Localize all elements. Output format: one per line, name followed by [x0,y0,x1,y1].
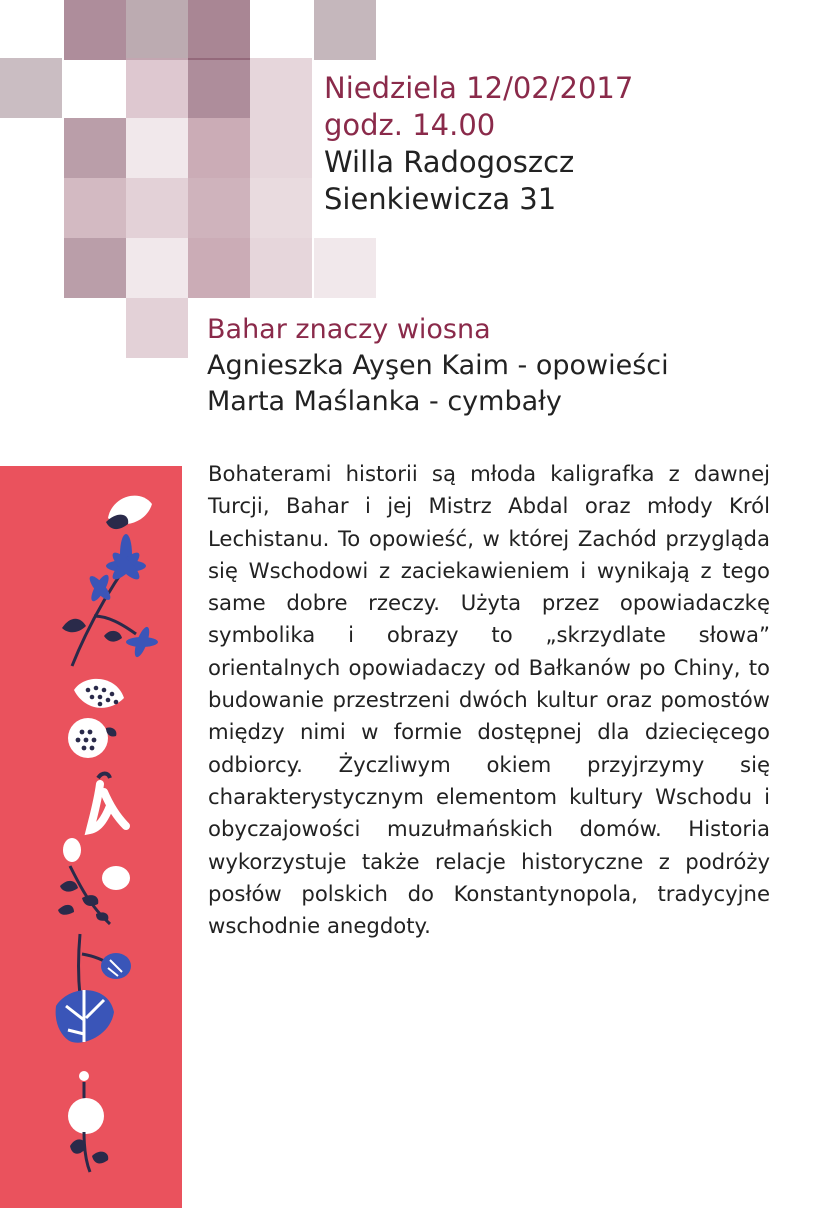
event-time: godz. 14.00 [324,108,496,142]
mosaic-pattern [0,0,380,360]
event-info [324,70,633,218]
event-description: Bohaterami historii są młoda kaligrafka z dawnej Turcji, Bahar i jej Mistrz Abdal oraz młody Król Lechistanu. To opowieść, w której Zachód przygląda się Wschodowi z zaciekawieniem i wynikają z tego same dobre rzeczy. Użyta przez opowiadaczkę symbolika i obrazy to „skrzydlate słowa” orientalnych opowiadaczy od Bałkanów po Chiny, to budowanie przestrzeni dwóch kultur oraz pomostów między nimi w formie dostępnej dla dziecięcego odbiorcy. Życzliwym okiem przyjrzymy się charakterystycznym elementom kultury Wschodu i obyczajowości muzułmańskich domów. Historia wykorzystuje także relacje historyczne z podróży posłów polskich do Konstantynopola, tradycyjne wschodnie anegdoty. [208,461,770,939]
seed-pod-icon [74,679,124,708]
event-address: Sienkiewicza 31 [324,182,557,216]
program-title: Bahar znaczy wiosna [207,314,491,345]
bud-icon [106,496,152,530]
blue-flower-branch-icon [62,534,158,666]
floral-illustration [0,466,182,1208]
performer-cymbals: Marta Maślanka - cymbały [207,386,562,417]
program-info [207,312,669,420]
white-bud-icon [68,1071,108,1172]
monstera-leaf-icon [56,934,131,1043]
event-venue: Willa Radogoszcz [324,145,575,179]
pomegranate-icon [68,718,116,758]
bellflower-icon [90,774,126,831]
performer-storytelling: Agnieszka Ayşen Kaim - opowieści [207,350,669,381]
decorative-strip [0,466,182,1208]
white-flower-branch-icon [58,838,130,924]
event-date: Niedziela 12/02/2017 [324,71,634,105]
